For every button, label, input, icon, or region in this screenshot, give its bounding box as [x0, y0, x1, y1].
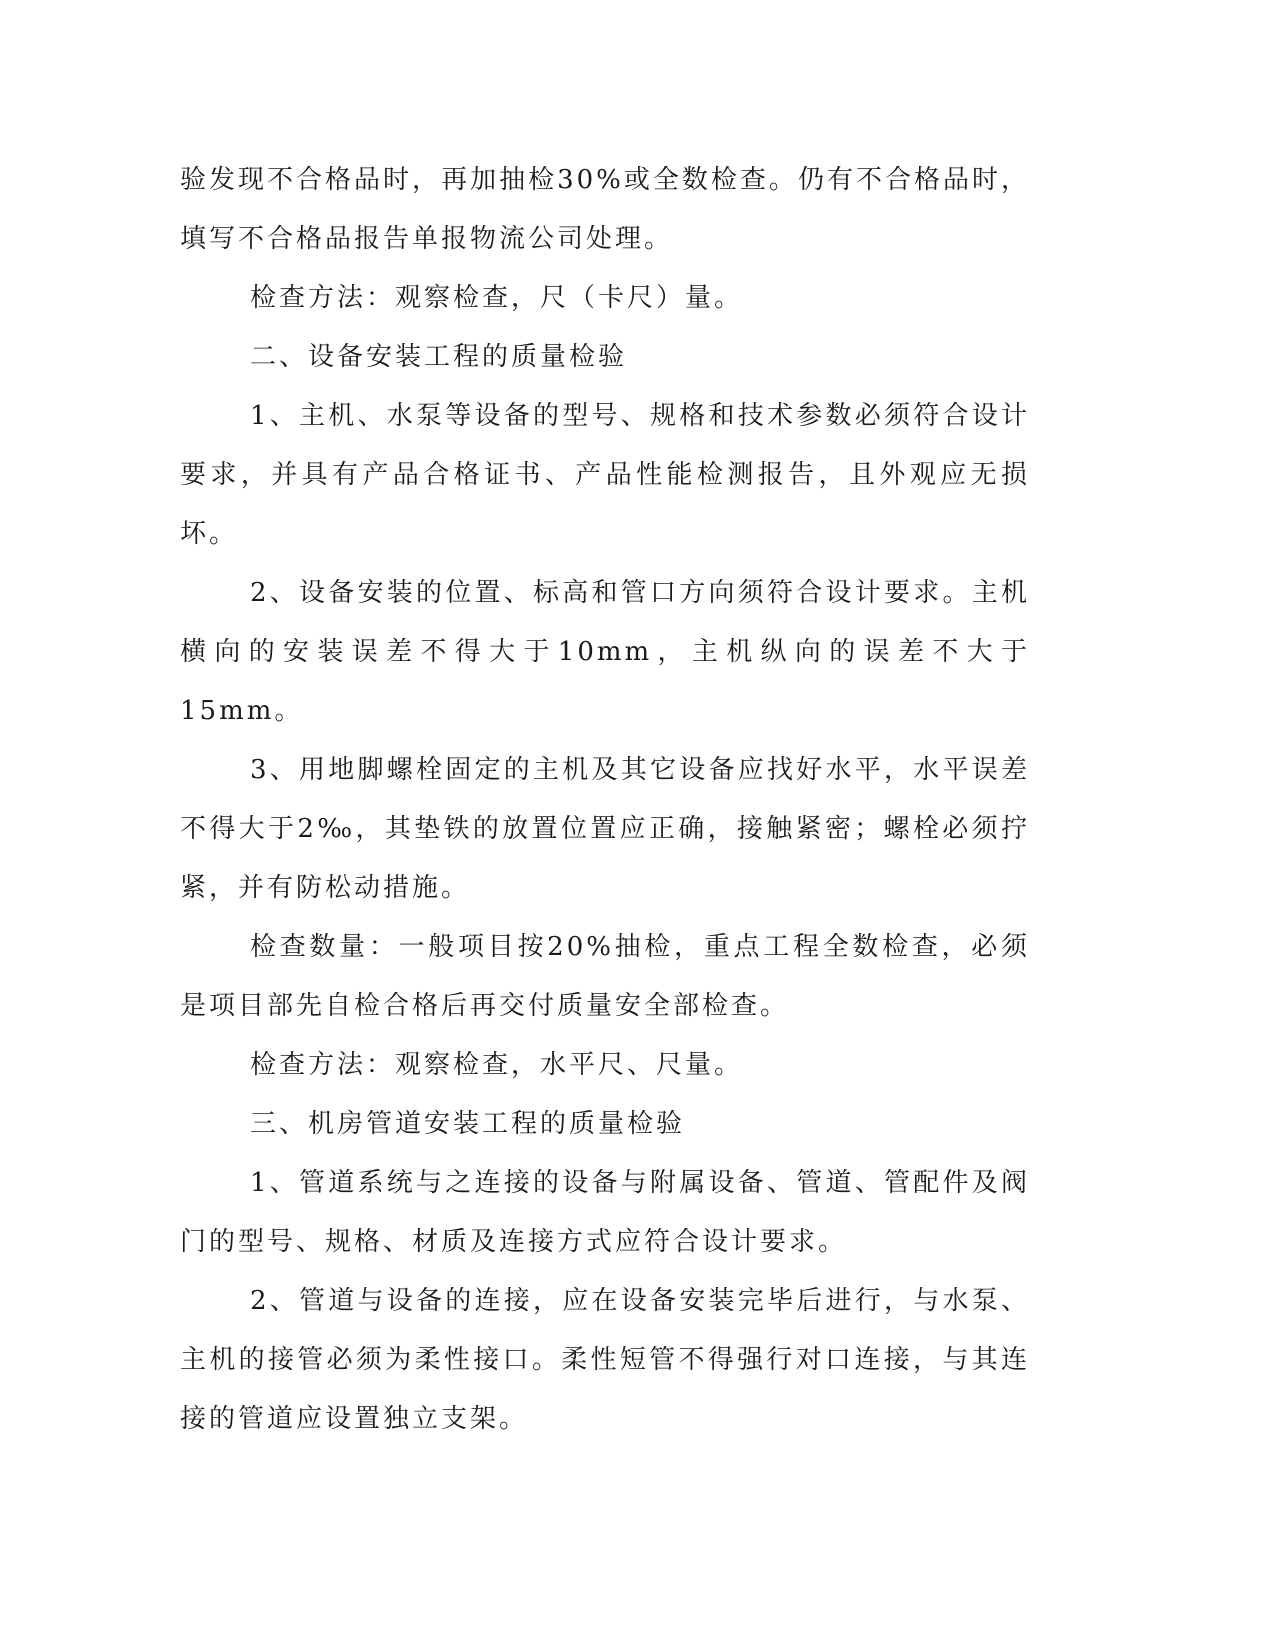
paragraph-pipe-item-1: 1、管道系统与之连接的设备与附属设备、管道、管配件及阀门的型号、规格、材质及连接方式应符合设计要求。	[180, 1168, 1030, 1257]
paragraph-equipment-item-2: 2、设备安装的位置、标高和管口方向须符合设计要求。主机横向的安装误差不得大于10mm，主机纵向的误差不大于15mm。	[180, 578, 1030, 726]
paragraph-inspection-method-1: 检查方法：观察检查，尺（卡尺）量。	[250, 283, 744, 313]
paragraph-inspection-quantity: 检查数量：一般项目按20%抽检，重点工程全数检查，必须是项目部先自检合格后再交付质量安全部检查。	[180, 932, 1030, 1021]
paragraph-equipment-item-1: 1、主机、水泵等设备的型号、规格和技术参数必须符合设计要求，并具有产品合格证书、产品性能检测报告，且外观应无损坏。	[180, 401, 1030, 549]
section-heading-pipe-installation: 三、机房管道安装工程的质量检验	[250, 1109, 686, 1139]
paragraph-continuation: 验发现不合格品时，再加抽检30%或全数检查。仍有不合格品时，填写不合格品报告单报物流公司处理。	[180, 165, 1030, 254]
paragraph-pipe-item-2: 2、管道与设备的连接，应在设备安装完毕后进行，与水泵、主机的接管必须为柔性接口。柔性短管不得强行对口连接，与其连接的管道应设置独立支架。	[180, 1286, 1030, 1434]
section-heading-equipment-installation: 二、设备安装工程的质量检验	[250, 342, 628, 372]
document-body	[180, 151, 1030, 1449]
paragraph-equipment-item-3: 3、用地脚螺栓固定的主机及其它设备应找好水平，水平误差不得大于2‰，其垫铁的放置位置应正确，接触紧密；螺栓必须拧紧，并有防松动措施。	[180, 755, 1030, 903]
paragraph-inspection-method-2: 检查方法：观察检查，水平尺、尺量。	[250, 1050, 744, 1080]
